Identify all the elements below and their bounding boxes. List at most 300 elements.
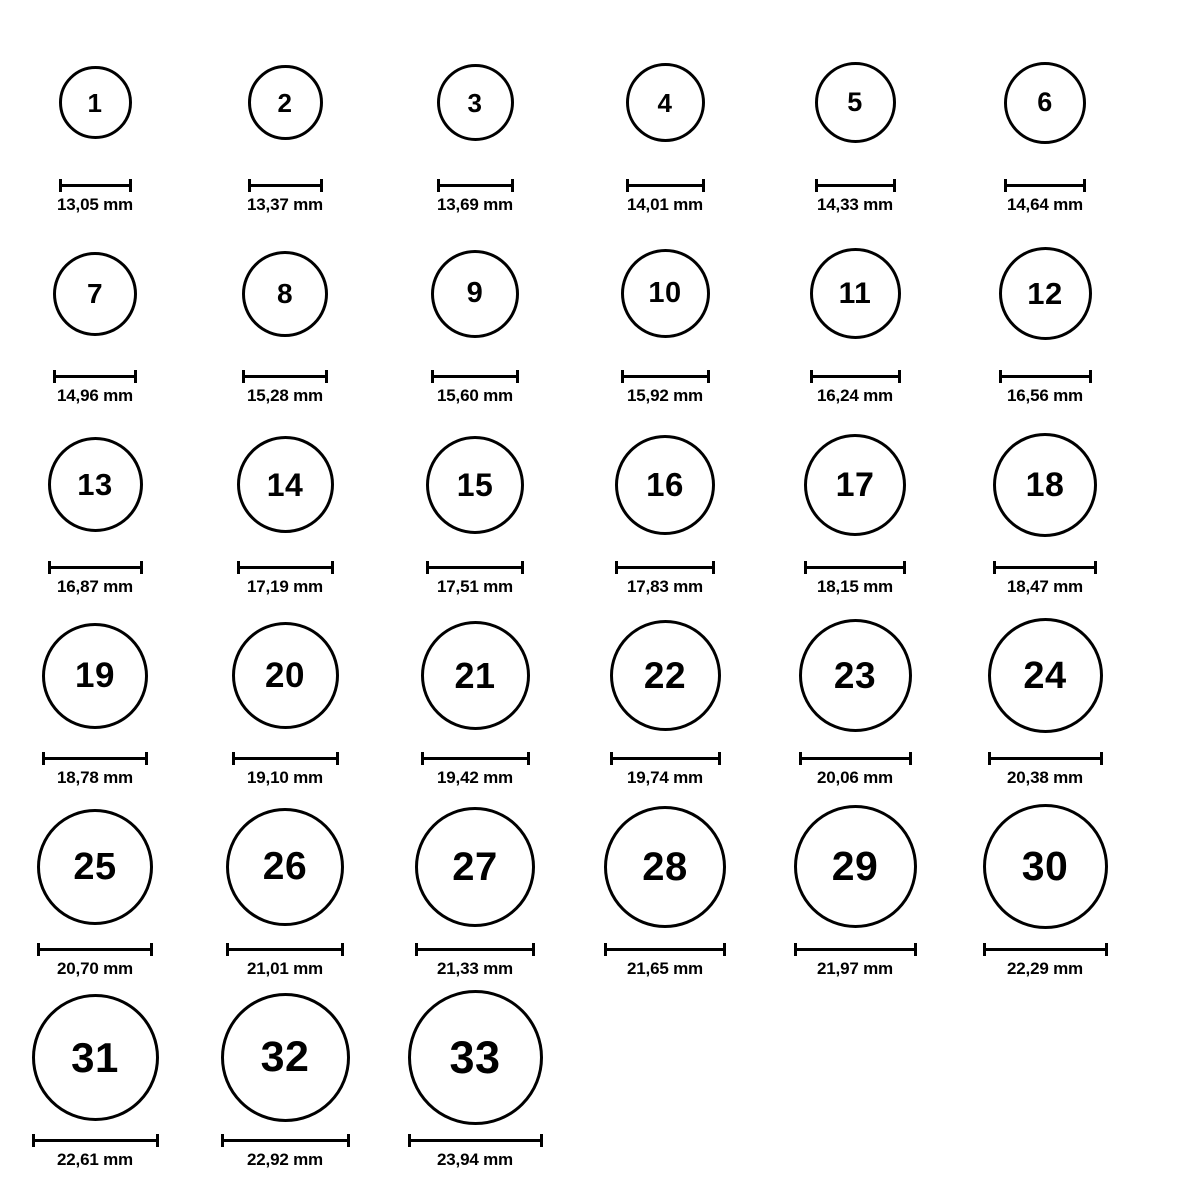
diameter-ruler	[232, 752, 339, 764]
ring-size-cell[interactable]	[950, 414, 1140, 597]
diameter-label: 22,61 mm	[57, 1150, 133, 1169]
ring-circle-wrap	[421, 605, 530, 746]
ring-size-number: 7	[86, 277, 104, 309]
size-row	[0, 32, 1200, 215]
diameter-label: 13,69 mm	[437, 195, 513, 214]
ring-size-number: 4	[657, 87, 673, 118]
ring-size-number: 16	[646, 466, 684, 503]
ring-size-number: 11	[838, 276, 872, 310]
ruler-cap-left	[799, 752, 802, 765]
ruler-bar	[237, 566, 334, 569]
diameter-label: 15,28 mm	[247, 386, 323, 405]
diameter-ruler	[799, 752, 912, 764]
ring-circle[interactable]	[226, 808, 344, 926]
ruler-cap-right	[145, 752, 148, 765]
ring-circle-wrap	[1004, 32, 1086, 173]
ruler-cap-left	[226, 943, 229, 956]
diameter-ruler	[794, 943, 917, 955]
ring-circle[interactable]	[799, 619, 912, 732]
diameter-ruler	[242, 370, 328, 382]
ring-circle[interactable]	[415, 807, 535, 927]
ruler-bar	[799, 757, 912, 760]
ruler-bar	[431, 375, 519, 378]
diameter-label: 20,70 mm	[57, 959, 133, 978]
diameter-label: 16,24 mm	[817, 386, 893, 405]
diameter-label: 19,10 mm	[247, 768, 323, 787]
ruler-cap-left	[615, 561, 618, 574]
ring-circle-wrap	[815, 32, 896, 173]
ring-circle[interactable]	[408, 990, 543, 1125]
ring-size-cell[interactable]	[190, 796, 380, 979]
ruler-cap-left	[32, 1134, 35, 1147]
ruler-bar	[32, 1139, 159, 1142]
ruler-bar	[626, 184, 705, 187]
diameter-label: 14,33 mm	[817, 195, 893, 214]
ring-size-cell[interactable]	[570, 414, 760, 597]
diameter-ruler	[431, 370, 519, 382]
diameter-ruler	[615, 561, 715, 573]
ring-size-cell[interactable]	[760, 414, 950, 597]
ring-circle[interactable]	[999, 247, 1092, 340]
diameter-ruler	[815, 179, 896, 191]
ruler-bar	[1004, 184, 1086, 187]
ring-size-number: 1	[87, 87, 103, 118]
ring-circle[interactable]	[42, 623, 148, 729]
ring-size-cell[interactable]	[380, 32, 570, 215]
diameter-ruler	[993, 561, 1097, 573]
ring-size-number: 12	[1027, 276, 1063, 311]
ring-size-cell[interactable]	[570, 605, 760, 788]
diameter-label: 13,05 mm	[57, 195, 133, 214]
ring-circle[interactable]	[32, 994, 159, 1121]
ruler-bar	[48, 566, 143, 569]
ring-circle[interactable]	[248, 65, 323, 140]
ring-circle[interactable]	[237, 436, 334, 533]
ring-circle[interactable]	[621, 249, 710, 338]
ring-circle-wrap	[810, 223, 901, 364]
ruler-cap-left	[48, 561, 51, 574]
ring-circle-wrap	[993, 414, 1097, 555]
diameter-ruler	[59, 179, 132, 191]
diameter-label: 14,96 mm	[57, 386, 133, 405]
ring-size-cell[interactable]	[380, 796, 570, 979]
ruler-cap-left	[1004, 179, 1007, 192]
ring-circle[interactable]	[983, 804, 1108, 929]
ruler-cap-left	[810, 370, 813, 383]
ruler-bar	[810, 375, 901, 378]
diameter-label: 14,64 mm	[1007, 195, 1083, 214]
size-row	[0, 223, 1200, 406]
ring-circle[interactable]	[53, 252, 137, 336]
ruler-cap-left	[815, 179, 818, 192]
ring-circle[interactable]	[1004, 62, 1086, 144]
diameter-label: 17,51 mm	[437, 577, 513, 596]
ring-circle-wrap	[237, 414, 334, 555]
ruler-cap-left	[983, 943, 986, 956]
ring-circle-wrap	[999, 223, 1092, 364]
ruler-cap-left	[993, 561, 996, 574]
size-row	[0, 605, 1200, 788]
diameter-ruler	[237, 561, 334, 573]
ring-circle-wrap	[48, 414, 143, 555]
ring-size-number: 3	[467, 87, 483, 118]
ruler-bar	[794, 948, 917, 951]
ruler-bar	[988, 757, 1103, 760]
ring-size-cell[interactable]	[190, 32, 380, 215]
ruler-bar	[815, 184, 896, 187]
ring-size-cell[interactable]	[380, 414, 570, 597]
ruler-cap-right	[702, 179, 705, 192]
ruler-cap-left	[221, 1134, 224, 1147]
ring-size-number: 19	[75, 656, 115, 695]
diameter-ruler	[621, 370, 710, 382]
ring-size-cell[interactable]	[0, 223, 190, 406]
ring-circle[interactable]	[221, 993, 350, 1122]
ruler-cap-right	[320, 179, 323, 192]
ruler-cap-right	[521, 561, 524, 574]
ruler-bar	[993, 566, 1097, 569]
ruler-bar	[437, 184, 514, 187]
ruler-cap-left	[37, 943, 40, 956]
ring-circle-wrap	[621, 223, 710, 364]
ring-circle[interactable]	[615, 435, 715, 535]
diameter-label: 15,60 mm	[437, 386, 513, 405]
diameter-label: 20,06 mm	[817, 768, 893, 787]
ruler-cap-left	[42, 752, 45, 765]
ruler-bar	[621, 375, 710, 378]
ruler-cap-right	[325, 370, 328, 383]
ring-circle[interactable]	[804, 434, 906, 536]
ring-circle-wrap	[794, 796, 917, 937]
size-row	[0, 796, 1200, 979]
ring-circle-wrap	[32, 987, 159, 1128]
ring-size-cell[interactable]	[0, 796, 190, 979]
ruler-cap-left	[999, 370, 1002, 383]
diameter-label: 19,74 mm	[627, 768, 703, 787]
ring-circle-wrap	[415, 796, 535, 937]
ring-size-number: 22	[643, 655, 687, 696]
ring-circle-wrap	[983, 796, 1108, 937]
diameter-ruler	[53, 370, 137, 382]
ruler-cap-left	[621, 370, 624, 383]
ring-circle-wrap	[804, 414, 906, 555]
diameter-label: 21,97 mm	[817, 959, 893, 978]
diameter-ruler	[804, 561, 906, 573]
ring-circle-wrap	[221, 987, 350, 1128]
ring-circle[interactable]	[48, 437, 143, 532]
ring-size-cell[interactable]	[190, 605, 380, 788]
diameter-label: 21,33 mm	[437, 959, 513, 978]
diameter-ruler	[626, 179, 705, 191]
ring-circle[interactable]	[421, 621, 530, 730]
ruler-cap-right	[898, 370, 901, 383]
ring-size-cell[interactable]	[190, 987, 380, 1170]
diameter-label: 19,42 mm	[437, 768, 513, 787]
ruler-cap-left	[415, 943, 418, 956]
ruler-bar	[59, 184, 132, 187]
diameter-label: 18,78 mm	[57, 768, 133, 787]
ruler-bar	[242, 375, 328, 378]
ring-circle[interactable]	[232, 622, 339, 729]
ruler-cap-left	[604, 943, 607, 956]
ruler-cap-left	[794, 943, 797, 956]
diameter-ruler	[248, 179, 323, 191]
diameter-ruler	[983, 943, 1108, 955]
ruler-cap-right	[347, 1134, 350, 1147]
diameter-label: 16,87 mm	[57, 577, 133, 596]
ruler-bar	[804, 566, 906, 569]
ring-size-number: 5	[847, 87, 863, 117]
ring-size-number: 24	[1023, 654, 1067, 697]
ring-size-cell[interactable]	[0, 32, 190, 215]
ring-size-number: 8	[276, 277, 294, 309]
ruler-bar	[226, 948, 344, 951]
diameter-label: 16,56 mm	[1007, 386, 1083, 405]
ring-circle-wrap	[226, 796, 344, 937]
ruler-cap-right	[331, 561, 334, 574]
ring-size-cell[interactable]	[190, 414, 380, 597]
ruler-cap-left	[426, 561, 429, 574]
ring-size-cell[interactable]	[950, 605, 1140, 788]
diameter-label: 15,92 mm	[627, 386, 703, 405]
ring-size-number: 18	[1025, 465, 1065, 504]
ring-circle[interactable]	[626, 63, 705, 142]
ring-size-cell[interactable]	[380, 987, 570, 1170]
ring-circle-wrap	[242, 223, 328, 364]
ruler-cap-right	[134, 370, 137, 383]
ring-size-cell[interactable]	[570, 223, 760, 406]
ruler-bar	[42, 757, 148, 760]
ruler-cap-left	[232, 752, 235, 765]
ruler-cap-right	[718, 752, 721, 765]
ruler-cap-right	[903, 561, 906, 574]
ring-size-number: 32	[260, 1033, 310, 1081]
ring-circle[interactable]	[810, 248, 901, 339]
ring-size-cell[interactable]	[760, 223, 950, 406]
ring-size-cell[interactable]	[950, 796, 1140, 979]
ruler-bar	[999, 375, 1092, 378]
ruler-cap-right	[532, 943, 535, 956]
diameter-ruler	[810, 370, 901, 382]
diameter-ruler	[48, 561, 143, 573]
ring-circle-wrap	[42, 605, 148, 746]
ring-circle[interactable]	[794, 805, 917, 928]
diameter-ruler	[221, 1134, 350, 1146]
ring-size-cell[interactable]	[570, 32, 760, 215]
ring-size-number: 14	[266, 466, 304, 503]
ring-size-number: 9	[466, 277, 484, 309]
ring-size-number: 29	[831, 843, 879, 889]
ring-size-number: 2	[277, 87, 293, 118]
ring-size-number: 6	[1037, 87, 1053, 117]
diameter-ruler	[426, 561, 524, 573]
ruler-bar	[610, 757, 721, 760]
size-row	[0, 987, 1200, 1170]
ruler-cap-left	[421, 752, 424, 765]
ruler-cap-right	[527, 752, 530, 765]
ring-circle[interactable]	[604, 806, 726, 928]
ruler-cap-left	[237, 561, 240, 574]
ring-circle[interactable]	[431, 250, 519, 338]
ring-circle[interactable]	[426, 436, 524, 534]
ruler-cap-left	[408, 1134, 411, 1147]
ring-circle[interactable]	[988, 618, 1103, 733]
diameter-label: 14,01 mm	[627, 195, 703, 214]
ring-circle[interactable]	[437, 64, 514, 141]
ruler-bar	[983, 948, 1108, 951]
diameter-ruler	[32, 1134, 159, 1146]
ring-size-number: 17	[835, 465, 875, 504]
ruler-cap-right	[1089, 370, 1092, 383]
ring-size-number: 13	[77, 467, 113, 502]
ruler-bar	[53, 375, 137, 378]
ring-size-number: 33	[449, 1032, 501, 1083]
ruler-cap-left	[804, 561, 807, 574]
ruler-cap-right	[712, 561, 715, 574]
ring-circle-wrap	[626, 32, 705, 173]
ruler-cap-left	[431, 370, 434, 383]
ring-size-cell[interactable]	[380, 605, 570, 788]
ring-size-cell[interactable]	[0, 414, 190, 597]
diameter-ruler	[1004, 179, 1086, 191]
ring-size-number: 15	[456, 466, 494, 503]
ring-size-cell[interactable]	[950, 32, 1140, 215]
ruler-cap-right	[129, 179, 132, 192]
ring-size-cell[interactable]	[190, 223, 380, 406]
ring-circle-wrap	[59, 32, 132, 173]
diameter-label: 22,29 mm	[1007, 959, 1083, 978]
ring-circle[interactable]	[815, 62, 896, 143]
ring-size-number: 26	[262, 845, 308, 888]
ring-size-cell[interactable]	[0, 987, 190, 1170]
diameter-label: 22,92 mm	[247, 1150, 323, 1169]
ruler-bar	[221, 1139, 350, 1142]
ring-circle[interactable]	[610, 620, 721, 731]
ruler-bar	[421, 757, 530, 760]
diameter-ruler	[999, 370, 1092, 382]
ruler-cap-right	[707, 370, 710, 383]
ring-circle-wrap	[37, 796, 153, 937]
ring-size-cell[interactable]	[760, 796, 950, 979]
ruler-cap-left	[626, 179, 629, 192]
ring-size-cell[interactable]	[570, 796, 760, 979]
diameter-ruler	[421, 752, 530, 764]
ruler-cap-right	[914, 943, 917, 956]
ruler-bar	[604, 948, 726, 951]
ring-size-number: 10	[648, 277, 682, 309]
ring-size-cell[interactable]	[380, 223, 570, 406]
size-row	[0, 414, 1200, 597]
ruler-cap-right	[511, 179, 514, 192]
ruler-cap-right	[1105, 943, 1108, 956]
ring-circle-wrap	[53, 223, 137, 364]
diameter-label: 18,47 mm	[1007, 577, 1083, 596]
ruler-cap-right	[909, 752, 912, 765]
ruler-bar	[248, 184, 323, 187]
ruler-cap-right	[156, 1134, 159, 1147]
ring-circle-wrap	[232, 605, 339, 746]
ring-circle[interactable]	[993, 433, 1097, 537]
ruler-cap-left	[610, 752, 613, 765]
ruler-bar	[615, 566, 715, 569]
diameter-ruler	[604, 943, 726, 955]
ring-circle-wrap	[437, 32, 514, 173]
diameter-label: 13,37 mm	[247, 195, 323, 214]
ruler-cap-right	[150, 943, 153, 956]
ruler-cap-right	[140, 561, 143, 574]
ruler-bar	[408, 1139, 543, 1142]
ring-size-cell[interactable]	[760, 605, 950, 788]
ruler-cap-right	[1094, 561, 1097, 574]
ruler-cap-right	[1083, 179, 1086, 192]
ruler-cap-right	[341, 943, 344, 956]
ruler-cap-left	[988, 752, 991, 765]
ruler-cap-right	[1100, 752, 1103, 765]
ring-size-number: 21	[454, 654, 496, 696]
diameter-ruler	[37, 943, 153, 955]
ring-circle-wrap	[799, 605, 912, 746]
ruler-bar	[232, 757, 339, 760]
diameter-label: 20,38 mm	[1007, 768, 1083, 787]
ruler-cap-right	[723, 943, 726, 956]
ring-circle[interactable]	[242, 251, 328, 337]
ruler-cap-left	[437, 179, 440, 192]
diameter-label: 17,83 mm	[627, 577, 703, 596]
diameter-label: 17,19 mm	[247, 577, 323, 596]
diameter-ruler	[610, 752, 721, 764]
ring-size-cell[interactable]	[0, 605, 190, 788]
ruler-cap-left	[59, 179, 62, 192]
diameter-ruler	[437, 179, 514, 191]
diameter-ruler	[988, 752, 1103, 764]
ruler-bar	[426, 566, 524, 569]
ruler-bar	[37, 948, 153, 951]
ring-size-number: 30	[1021, 843, 1069, 889]
ring-circle[interactable]	[59, 66, 132, 139]
ring-size-cell[interactable]	[760, 32, 950, 215]
ruler-bar	[415, 948, 535, 951]
ring-circle-wrap	[248, 32, 323, 173]
ruler-cap-right	[893, 179, 896, 192]
ring-circle-wrap	[408, 987, 543, 1128]
diameter-label: 21,01 mm	[247, 959, 323, 978]
ruler-cap-right	[336, 752, 339, 765]
ruler-cap-right	[540, 1134, 543, 1147]
ruler-cap-left	[242, 370, 245, 383]
ring-circle-wrap	[615, 414, 715, 555]
diameter-label: 23,94 mm	[437, 1150, 513, 1169]
ruler-cap-left	[248, 179, 251, 192]
ring-circle[interactable]	[37, 809, 153, 925]
ring-size-number: 31	[71, 1033, 119, 1081]
ruler-cap-left	[53, 370, 56, 383]
ruler-cap-right	[516, 370, 519, 383]
ring-circle-wrap	[610, 605, 721, 746]
ring-size-number: 28	[642, 844, 688, 889]
diameter-label: 18,15 mm	[817, 577, 893, 596]
diameter-label: 21,65 mm	[627, 959, 703, 978]
diameter-ruler	[408, 1134, 543, 1146]
ring-circle-wrap	[604, 796, 726, 937]
ring-circle-wrap	[431, 223, 519, 364]
ring-circle-wrap	[988, 605, 1103, 746]
ring-size-number: 23	[833, 655, 877, 696]
diameter-ruler	[415, 943, 535, 955]
ring-size-cell[interactable]	[950, 223, 1140, 406]
ring-circle-wrap	[426, 414, 524, 555]
diameter-ruler	[226, 943, 344, 955]
ring-size-number: 27	[452, 844, 498, 889]
